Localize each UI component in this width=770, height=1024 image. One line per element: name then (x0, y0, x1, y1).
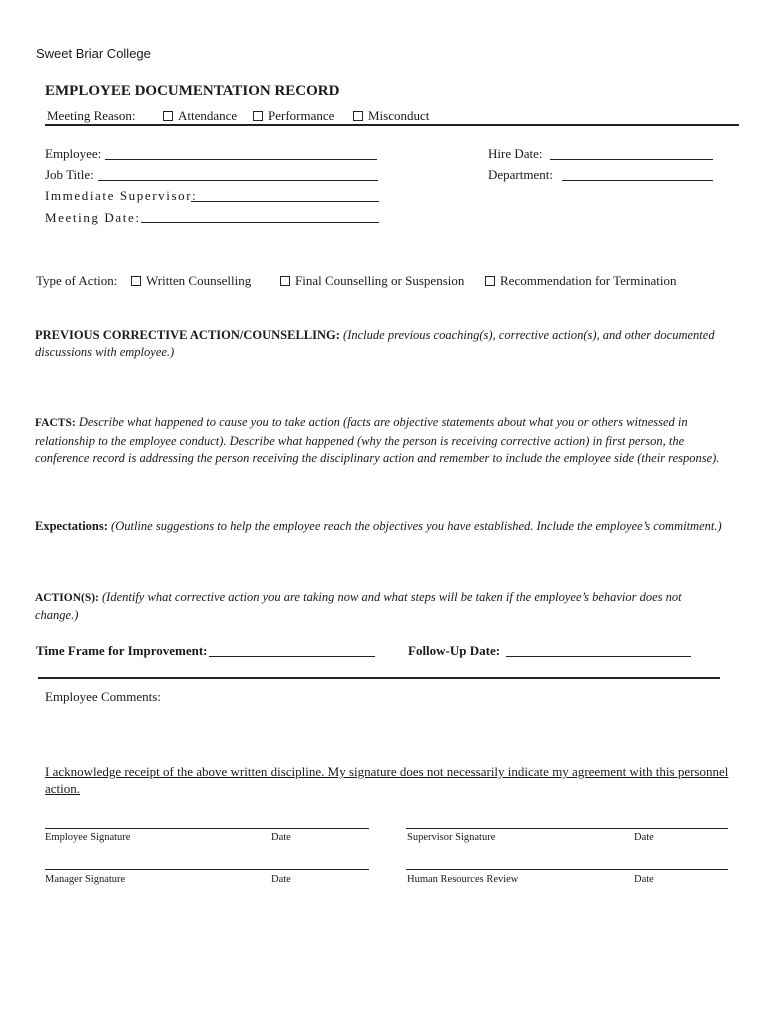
reason-attendance[interactable] (163, 108, 237, 124)
hire-date-field[interactable] (550, 159, 713, 160)
supervisor-date-label: Date (634, 832, 654, 843)
job-title-field[interactable] (98, 180, 378, 181)
acknowledgement-text: I acknowledge receipt of the above written discipline. My signature does not necessarily indicate my agreement with this personnel action. (45, 764, 729, 796)
expectations-heading: Expectations: (35, 519, 108, 533)
facts-section (35, 414, 725, 468)
employee-label: Employee: (45, 146, 102, 161)
meeting-date-field[interactable] (141, 222, 379, 223)
reason-attendance-label: Attendance (178, 108, 238, 123)
type-of-action-label: Type of Action: (36, 273, 118, 288)
followup-field[interactable] (506, 656, 691, 657)
hr-review-label: Human Resources Review (407, 874, 519, 885)
reason-performance[interactable] (253, 108, 334, 124)
facts-text: Describe what happened to cause you to take action (facts are objective statements about what you or others witnessed in relationship to the employee conduct). Describe what happened (why the person is receiving corrective action) in first person, the conference record is addressing the person receiving the disciplinary action and remember to include the employee side (their response). (35, 415, 720, 465)
meeting-reason-label: Meeting Reason: (47, 108, 136, 123)
actions-section (35, 589, 725, 624)
final-counselling-label: Final Counselling or Suspension (295, 273, 465, 288)
previous-action-heading: PREVIOUS CORRECTIVE ACTION/COUNSELLING: (35, 328, 340, 342)
supervisor-signature-line[interactable] (406, 828, 728, 829)
department-field[interactable] (562, 180, 713, 181)
reason-performance-label: Performance (268, 108, 335, 123)
supervisor-signature-label: Supervisor Signature (407, 832, 496, 843)
actions-text: (Identify what corrective action you are taking now and what steps will be taken if the employee’s behavior does not change.) (35, 590, 682, 622)
employee-signature-label: Employee Signature (45, 832, 131, 843)
previous-action-text: (Include previous coaching(s), corrective action(s), and other documented discussions with employee.) (35, 328, 715, 359)
checkbox-performance[interactable] (253, 111, 263, 121)
expectations-text: (Outline suggestions to help the employee reach the objectives you have established. Include the employee’s commitment.) (111, 519, 722, 533)
reason-misconduct[interactable] (353, 108, 429, 124)
checkbox-attendance[interactable] (163, 111, 173, 121)
checkbox-written-counselling[interactable] (131, 276, 141, 286)
meeting-reason-row (47, 108, 135, 124)
reason-misconduct-label: Misconduct (368, 108, 430, 123)
action-written-counselling[interactable] (131, 273, 251, 289)
meeting-date-label: Meeting Date: (45, 210, 141, 225)
expectations-section (35, 518, 725, 535)
improvement-label: Time Frame for Improvement: (36, 643, 208, 658)
form-title: EMPLOYEE DOCUMENTATION RECORD (45, 83, 340, 99)
department-label: Department: (488, 167, 553, 182)
manager-signature-label: Manager Signature (45, 874, 126, 885)
actions-heading: ACTION(S): (35, 592, 99, 604)
immediate-supervisor-field[interactable] (191, 201, 379, 202)
manager-signature-line[interactable] (45, 869, 369, 870)
facts-heading: FACTS: (35, 417, 76, 429)
checkbox-final-counselling[interactable] (280, 276, 290, 286)
employee-comments-label: Employee Comments: (45, 689, 161, 704)
employee-field[interactable] (105, 159, 377, 160)
immediate-supervisor-label: Immediate Supervisor: (45, 188, 198, 203)
action-final-counselling[interactable] (280, 273, 464, 289)
action-recommendation-termination[interactable] (485, 273, 676, 289)
checkbox-misconduct[interactable] (353, 111, 363, 121)
previous-action-section (35, 327, 725, 361)
college-name: Sweet Briar College (36, 46, 151, 61)
followup-label: Follow-Up Date: (408, 643, 501, 658)
timeframe-divider (38, 677, 720, 679)
written-counselling-label: Written Counselling (146, 273, 252, 288)
manager-date-label: Date (271, 874, 291, 885)
hr-signature-line[interactable] (406, 869, 728, 870)
employee-date-label: Date (271, 832, 291, 843)
job-title-label: Job Title: (45, 167, 94, 182)
hr-date-label: Date (634, 874, 654, 885)
hire-date-label: Hire Date: (488, 146, 543, 161)
checkbox-recommendation-termination[interactable] (485, 276, 495, 286)
improvement-field[interactable] (209, 656, 375, 657)
recommendation-termination-label: Recommendation for Termination (500, 273, 677, 288)
employee-signature-line[interactable] (45, 828, 369, 829)
header-divider (45, 124, 739, 126)
